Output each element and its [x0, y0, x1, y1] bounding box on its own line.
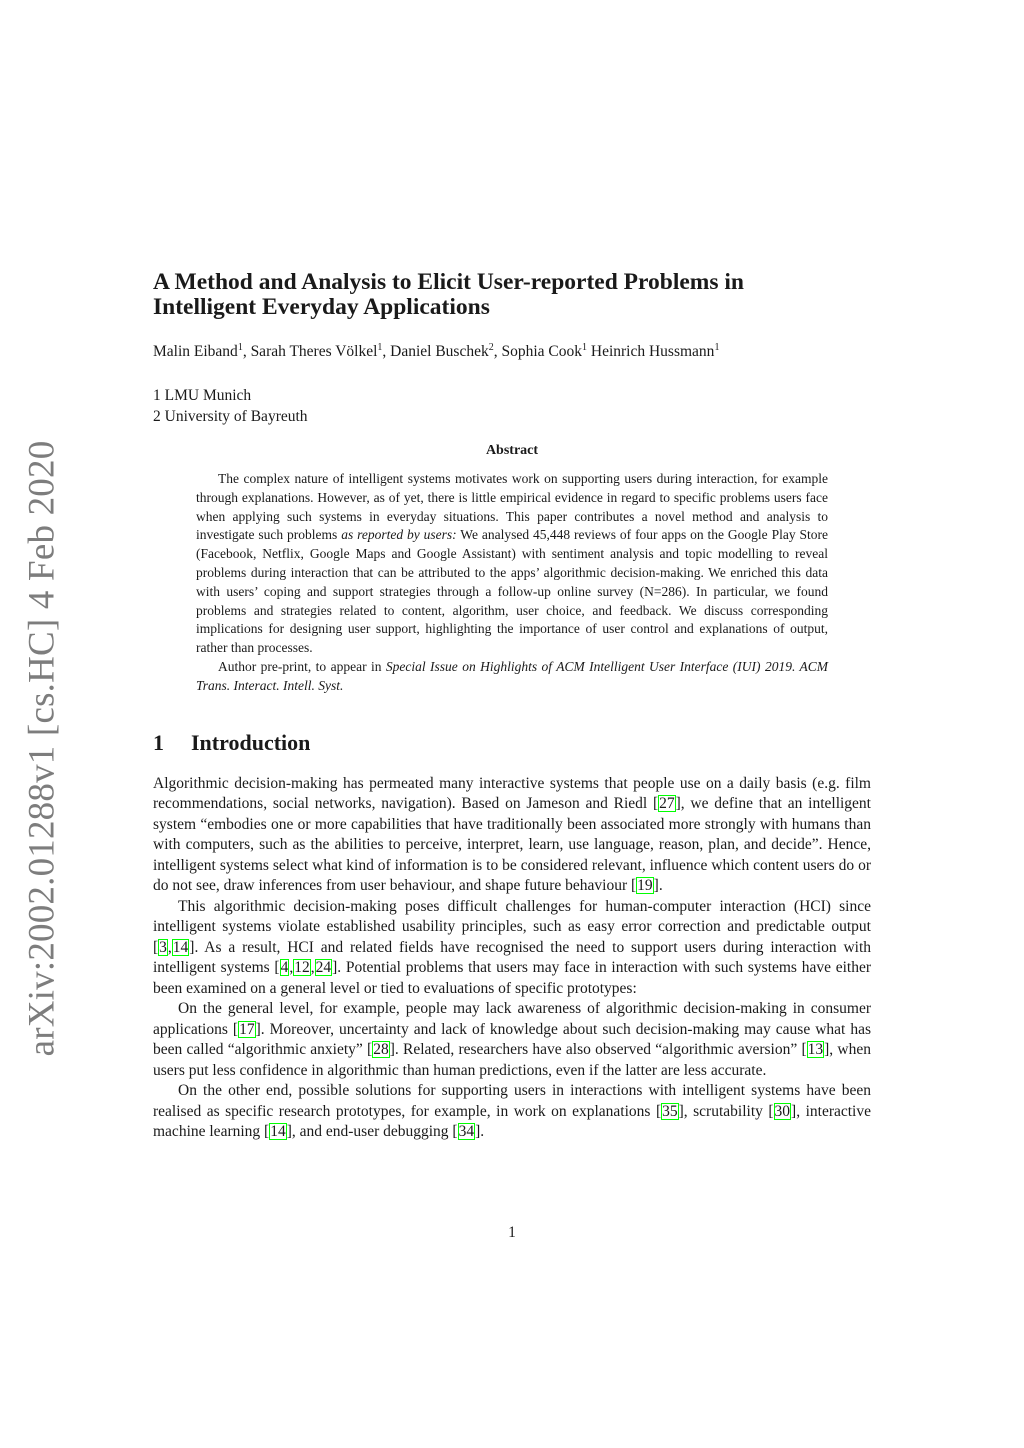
- citation-link[interactable]: 3: [159, 938, 167, 956]
- affiliations: [153, 385, 871, 427]
- citation-link[interactable]: 27: [659, 795, 675, 813]
- affiliation: 2 University of Bayreuth: [153, 408, 308, 425]
- intro-paragraph: On the other end, possible solutions for supporting users in interactions with intelligent systems have been realised as specific research prototypes, for example, in work on explanations [35], scrutability [30], interactive machine learning [14], and end-user debugging [34].: [153, 1082, 871, 1141]
- author: Daniel Buschek$^2$,: [390, 342, 502, 360]
- author: Sarah Theres Völkel$^1$,: [250, 342, 391, 360]
- affiliation: 1 LMU Munich: [153, 387, 252, 404]
- author-list: [153, 342, 871, 362]
- title-line-1: A Method and Analysis to Elicit User-reported Problems in: [153, 269, 744, 295]
- citation-link[interactable]: 14: [172, 938, 189, 956]
- author: Sophia Cook$^1$: [501, 342, 588, 360]
- introduction-body: [153, 774, 871, 1143]
- abstract-paragraph: The complex nature of intelligent systems motivates work on supporting users during interaction, for example through explanations. However, as of yet, there is little empirical evidence in regard to specific problems users face when applying such systems in everyday situations. This paper contributes a novel method and analysis to investigate such problems as reported by users: We analysed 45,448 reviews of four apps on the Google Play Store (Facebook, Netflix, Google Maps and Google Assistant) with sentiment analysis and topic modelling to reveal problems during interaction that can be attributed to the apps’ algorithmic decision-making. We enriched this data with users’ coping and support strategies through a follow-up online survey (N=286). In particular, we found problems and strategies related to content, algorithm, user choice, and feedback. We discuss corresponding implications for designing user support, highlighting the importance of user control and explanations of output, rather than processes.: [196, 471, 828, 656]
- abstract: [196, 470, 828, 696]
- citation-link[interactable]: 24: [315, 959, 332, 977]
- citation-link[interactable]: 19: [637, 877, 653, 895]
- citation-link[interactable]: 4: [280, 959, 289, 977]
- citation-link[interactable]: 34: [458, 1123, 475, 1141]
- citation-link[interactable]: 28: [373, 1041, 389, 1059]
- intro-paragraph: Algorithmic decision-making has permeated many interactive systems that people use on a daily basis (e.g. film recommendations, social networks, navigation). Based on Jameson and Riedl [27], we define that an intelligent system “embodies one or more capabilities that have traditionally been associated more strongly with humans than with computers, such as the abilities to perceive, interpret, learn, use language, reason, plan, and decide”. Hence, intelligent systems select what kind of information is to be considered relevant, influence which content users do or do not see, draw inferences from user behaviour, and shape future behaviour [19].: [153, 774, 871, 895]
- citation-link[interactable]: 17: [239, 1020, 255, 1038]
- title-line-2: Intelligent Everyday Applications: [153, 294, 490, 320]
- section-heading-introduction: [153, 730, 871, 756]
- section-number: 1: [153, 729, 164, 755]
- intro-paragraph: On the general level, for example, people may lack awareness of algorithmic decision-making in consumer applications [17]. Moreover, uncertainty and lack of knowledge about such decision-making may cause what has been called “algorithmic anxiety” [28]. Related, researchers have also observed “algorithmic aversion” [13], when users put less confidence in algorithmic than human predictions, even if the latter are less accurate.: [153, 1000, 872, 1079]
- citation-link[interactable]: 14: [270, 1123, 286, 1141]
- citation-link[interactable]: 12: [294, 959, 310, 977]
- author: Heinrich Hussmann$^1$: [590, 342, 720, 360]
- intro-paragraph: This algorithmic decision-making poses difficult challenges for human-computer interaction (HCI) since intelligent systems violate established usability principles, such as easy error correction and predictable output [3,14]. As a result, HCI and related fields have recognised the need to support users during interaction with intelligent systems [4,12,24]. Potential problems that users may face in interaction with such systems have either been examined on a general level or tied to evaluations of specific prototypes:: [153, 897, 871, 997]
- page-number: 1: [508, 1224, 516, 1241]
- paper-title: [153, 270, 871, 320]
- author: Malin Eiband$^1$,: [153, 342, 251, 360]
- citation-link[interactable]: 35: [662, 1102, 678, 1120]
- preprint-note: Author pre-print, to appear in Special Issue on Highlights of ACM Intelligent User Interface (IUI) 2019. ACM Trans. Interact. Intell. Syst.: [196, 658, 828, 693]
- citation-link[interactable]: 13: [807, 1041, 824, 1059]
- arxiv-identifier: [12, 440, 72, 1057]
- citation-link[interactable]: 30: [774, 1102, 791, 1120]
- arxiv-identifier-text: arXiv:2002.01288v1 [cs.HC] 4 Feb 2020: [21, 440, 63, 1057]
- abstract-heading: Abstract: [485, 443, 539, 458]
- paper-page: [153, 270, 871, 1143]
- section-title: Introduction: [191, 729, 311, 755]
